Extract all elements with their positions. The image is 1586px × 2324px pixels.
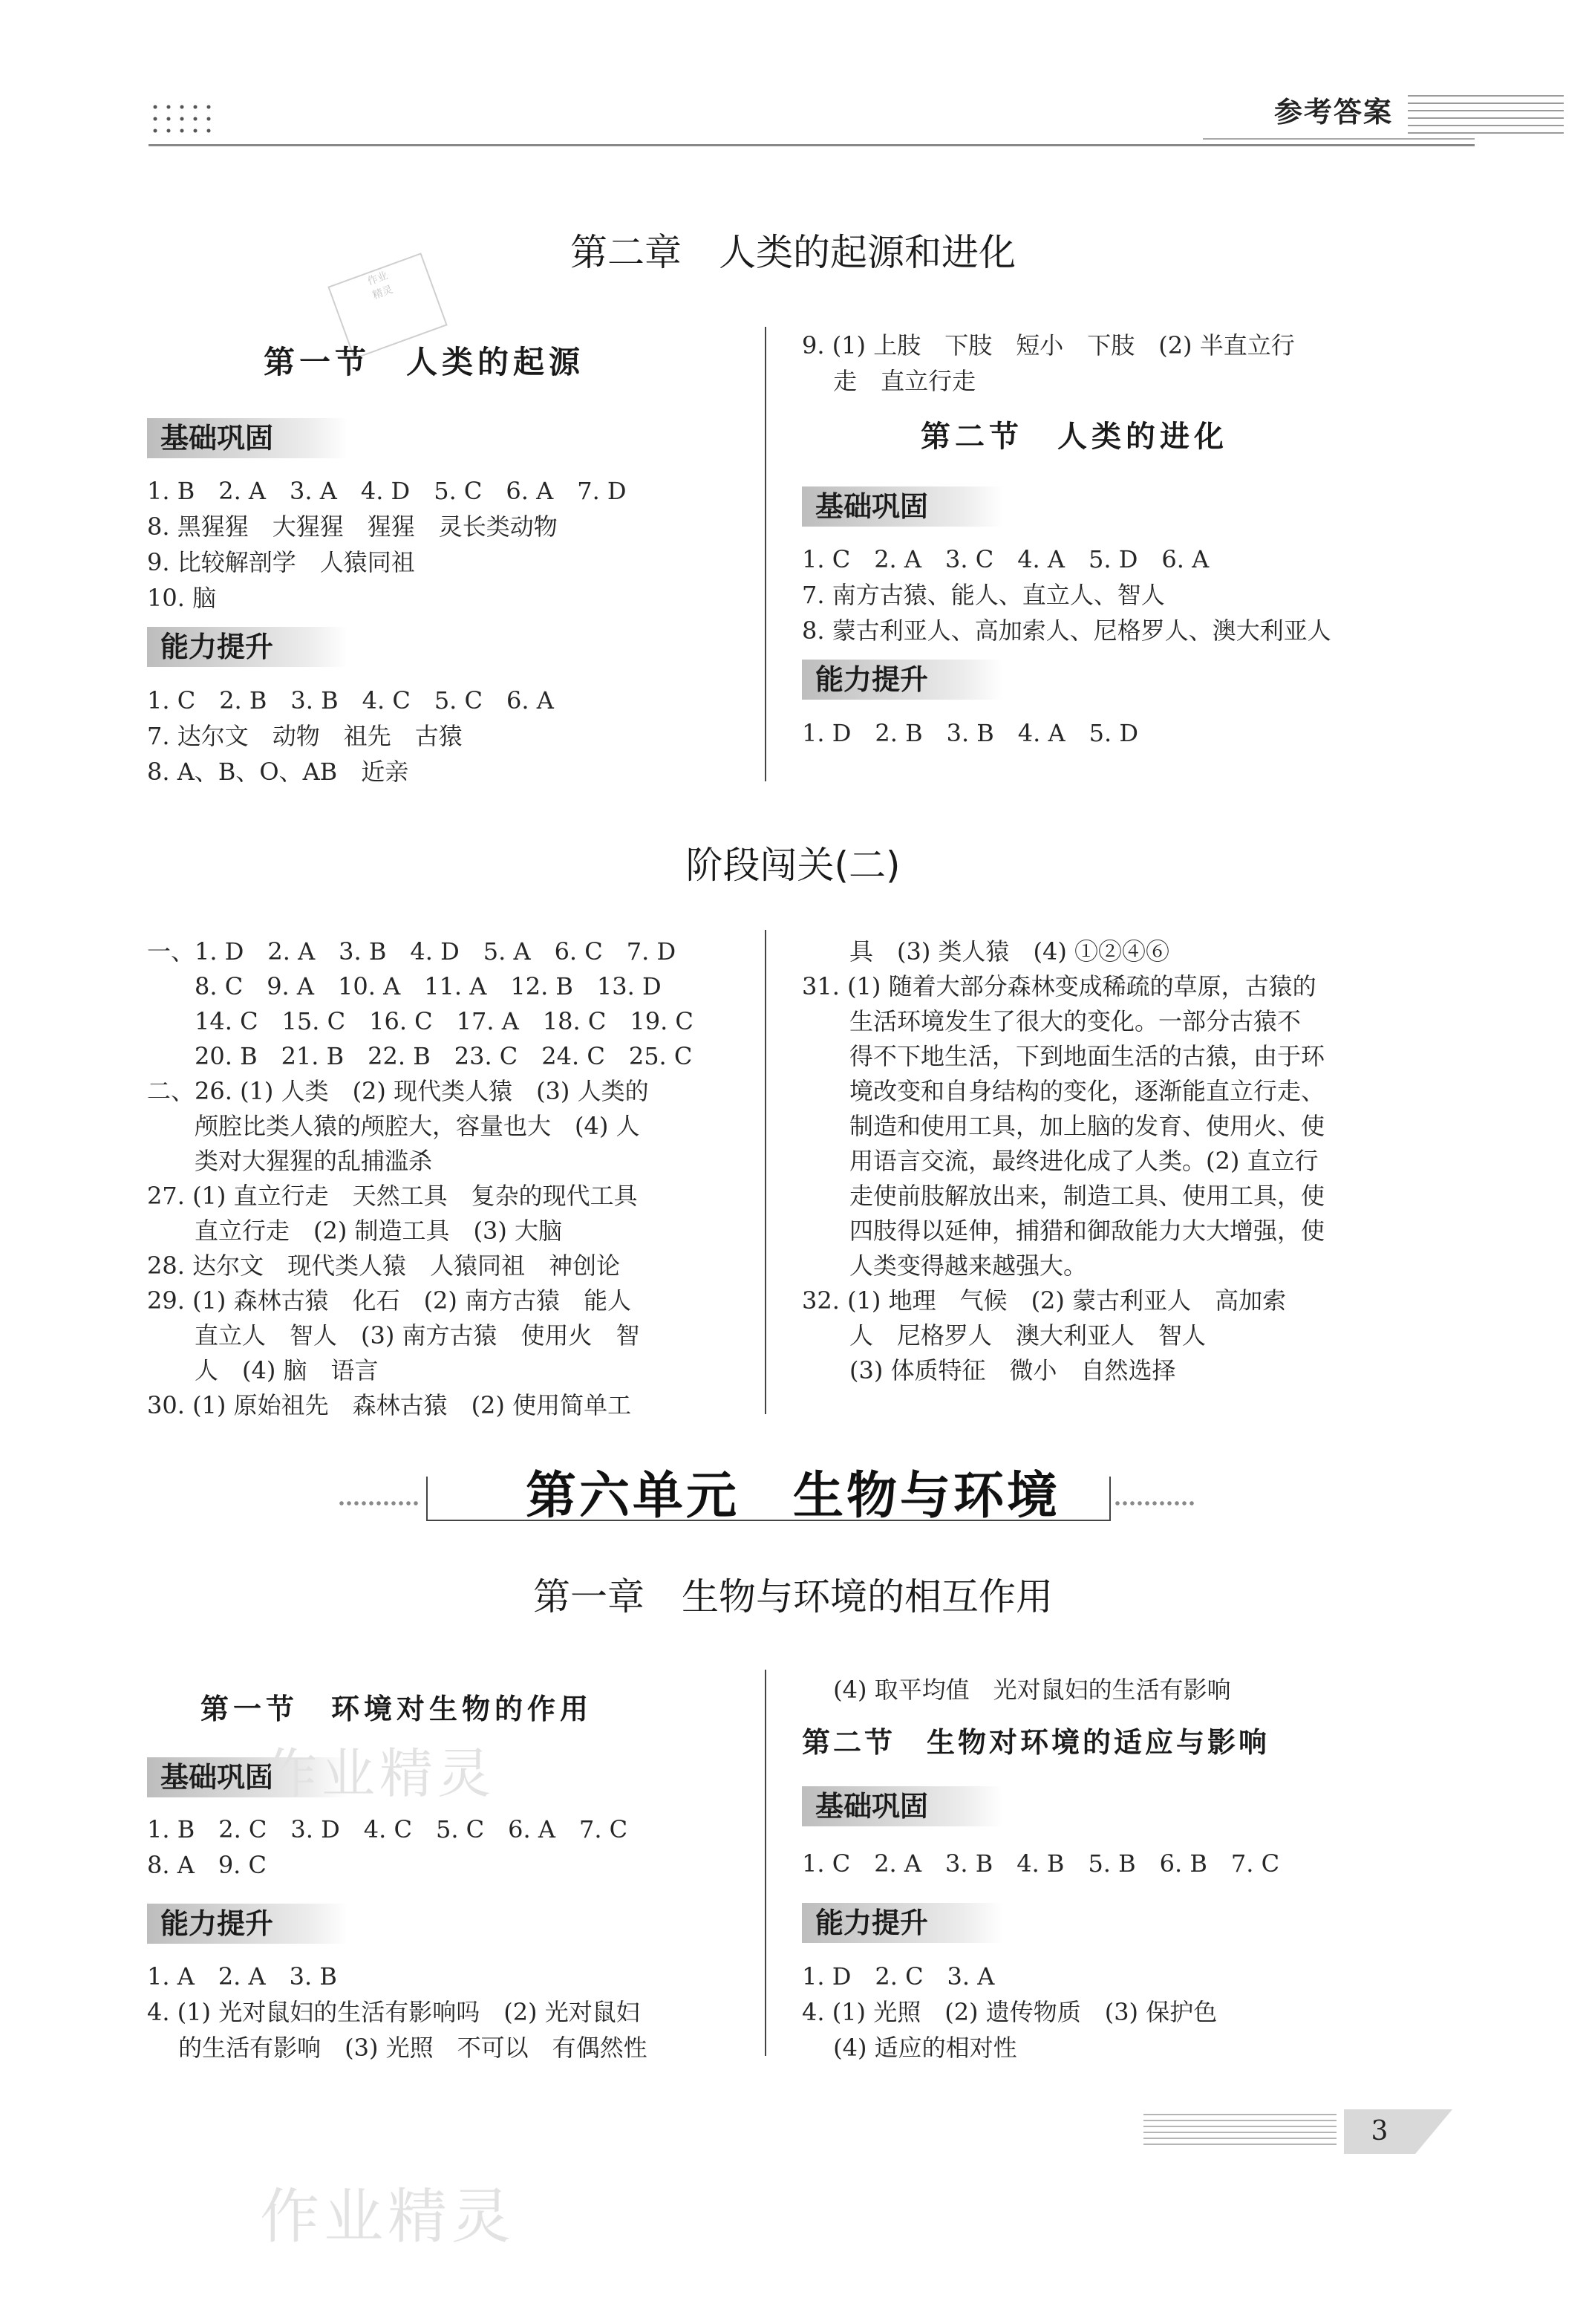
answer-line: 30. (1) 原始祖先 森林古猿 (2) 使用简单工	[147, 1391, 632, 1419]
ch2-sec2-title: 第二节 人类的进化	[921, 419, 1228, 454]
u6-sec1-title: 第一节 环境对生物的作用	[200, 1692, 593, 1725]
answer-line: 7. 南方古猿、能人、直立人、智人	[802, 581, 1165, 609]
answer-line: 1. A 2. A 3. B	[147, 1962, 337, 1991]
page-number-tab	[1415, 2109, 1452, 2154]
answer-line: 8. C 9. A 10. A 11. A 12. B 13. D	[147, 972, 662, 1000]
u6-sec1-ability-label: 能力提升	[147, 1904, 347, 1944]
answer-line: 4. (1) 光照 (2) 遗传物质 (3) 保护色	[802, 1998, 1218, 2026]
answer-line: 1. D 2. C 3. A	[802, 1962, 995, 1991]
answer-line: 四肢得以延伸，捕猎和御敌能力大大增强，使	[802, 1217, 1325, 1245]
header-title: 参考答案	[1273, 96, 1393, 128]
ch2-sec1-ability-label: 能力提升	[147, 627, 347, 667]
watermark-text: 作业精灵	[264, 1742, 496, 1805]
answer-line: 人 尼格罗人 澳大利亚人 智人	[802, 1321, 1207, 1350]
answer-line: 用语言交流，最终进化成了人类。(2) 直立行	[802, 1147, 1319, 1175]
answer-line: 1. C 2. B 3. B 4. C 5. C 6. A	[147, 686, 554, 715]
answer-line: 28. 达尔文 现代类人猿 人猿同祖 神创论	[147, 1251, 621, 1280]
answer-line: 1. B 2. A 3. A 4. D 5. C 6. A 7. D	[147, 477, 627, 505]
answer-line: (3) 体质特征 微小 自然选择	[802, 1356, 1176, 1384]
answer-line: 直立人 智人 (3) 南方古猿 使用火 智	[147, 1321, 640, 1350]
answer-line: 的生活有影响 (3) 光照 不可以 有偶然性	[147, 2034, 647, 2062]
answer-line: 27. (1) 直立行走 天然工具 复杂的现代工具	[147, 1182, 638, 1210]
u6-sec2-ability-label: 能力提升	[802, 1903, 1002, 1943]
stage2-title: 阶段闯关(二)	[685, 844, 901, 887]
column-divider	[765, 930, 766, 1414]
answer-line: 一、1. D 2. A 3. B 4. D 5. A 6. C 7. D	[147, 937, 676, 966]
unit6-chapter1-title: 第一章 生物与环境的相互作用	[533, 1575, 1053, 1618]
ch2-sec1-basic-label: 基础巩固	[147, 418, 347, 458]
answer-line: 10. 脑	[147, 584, 217, 612]
answer-line: 制造和使用工具，加上脑的发育、使用火、使	[802, 1112, 1325, 1140]
page-number: 3	[1344, 2109, 1415, 2154]
u6-sec2-title: 第二节 生物对环境的适应与影响	[802, 1725, 1270, 1759]
ch2-sec2-ability-label: 能力提升	[802, 660, 1002, 700]
answer-line: 9. 比较解剖学 人猿同祖	[147, 548, 415, 576]
answer-line: 类对大猩猩的乱捕滥杀	[147, 1147, 433, 1175]
chapter2-title: 第二章 人类的起源和进化	[570, 231, 1016, 274]
answer-line: 1. D 2. B 3. B 4. A 5. D	[802, 719, 1138, 747]
answer-line: 20. B 21. B 22. B 23. C 24. C 25. C	[147, 1042, 693, 1070]
column-divider	[765, 1670, 766, 2056]
answer-line: 7. 达尔文 动物 祖先 古猿	[147, 722, 463, 750]
answer-line: 走使前肢解放出来，制造工具、使用工具，使	[802, 1182, 1325, 1210]
header-stripes-decoration	[1408, 95, 1564, 137]
answer-line: (4) 适应的相对性	[802, 2034, 1017, 2062]
answer-line: (4) 取平均值 光对鼠妇的生活有影响	[802, 1676, 1231, 1704]
watermark-text: 作业精灵	[260, 2182, 515, 2251]
answer-line: 二、26. (1) 人类 (2) 现代类人猿 (3) 人类的	[147, 1077, 649, 1105]
answer-line: 8. A 9. C	[147, 1851, 267, 1879]
unit6-title: 第六单元 生物与环境	[525, 1466, 1060, 1526]
answer-line: 走 直立行走	[802, 367, 976, 395]
u6-sec2-basic-label: 基础巩固	[802, 1786, 1002, 1826]
stamp-watermark: 作业 精灵	[327, 253, 447, 359]
unit-dash-right	[1114, 1500, 1195, 1506]
answer-line: 4. (1) 光对鼠妇的生活有影响吗 (2) 光对鼠妇	[147, 1998, 640, 2026]
answer-line: 颅腔比类人猿的颅腔大，容量也大 (4) 人	[147, 1112, 640, 1140]
answer-line: 29. (1) 森林古猿 化石 (2) 南方古猿 能人	[147, 1286, 632, 1315]
answer-line: 得不下地生活，下到地面生活的古猿，由于环	[802, 1042, 1325, 1070]
answer-line: 8. 黑猩猩 大猩猩 猩猩 灵长类动物	[147, 512, 558, 541]
answer-line: 14. C 15. C 16. C 17. A 18. C 19. C	[147, 1007, 694, 1035]
unit-title-frame	[426, 1477, 1111, 1521]
answer-line: 人类变得越来越强大。	[802, 1251, 1088, 1280]
answer-line: 生活环境发生了很大的变化。一部分古猿不	[802, 1007, 1302, 1035]
header-rule	[149, 144, 1475, 146]
answer-line: 9. (1) 上肢 下肢 短小 下肢 (2) 半直立行	[802, 331, 1295, 359]
unit-dash-left	[338, 1500, 420, 1506]
answer-line: 1. C 2. A 3. B 4. B 5. B 6. B 7. C	[802, 1849, 1280, 1878]
answer-line: 人 (4) 脑 语言	[147, 1356, 379, 1384]
answer-line: 8. 蒙古利亚人、高加索人、尼格罗人、澳大利亚人	[802, 616, 1331, 645]
column-divider	[765, 327, 766, 781]
answer-line: 境改变和自身结构的变化，逐渐能直立行走、	[802, 1077, 1325, 1105]
answer-line: 直立行走 (2) 制造工具 (3) 大脑	[147, 1217, 563, 1245]
footer-stripes-decoration	[1143, 2114, 1337, 2149]
header-dots-decoration	[149, 101, 215, 140]
answer-line: 8. A、B、O、AB 近亲	[147, 758, 409, 786]
answer-line: 1. C 2. A 3. C 4. A 5. D 6. A	[802, 545, 1210, 573]
u6-sec1-basic-label: 基础巩固	[147, 1757, 347, 1797]
answer-line: 31. (1) 随着大部分森林变成稀疏的草原，古猿的	[802, 972, 1316, 1000]
ch2-sec1-title: 第一节 人类的起源	[264, 344, 585, 380]
answer-line: 具 (3) 类人猿 (4) ①②④⑥	[802, 937, 1170, 966]
header-rule-short	[1203, 138, 1475, 140]
answer-line: 32. (1) 地理 气候 (2) 蒙古利亚人 高加索	[802, 1286, 1287, 1315]
answer-line: 1. B 2. C 3. D 4. C 5. C 6. A 7. C	[147, 1815, 628, 1843]
ch2-sec2-basic-label: 基础巩固	[802, 486, 1002, 527]
